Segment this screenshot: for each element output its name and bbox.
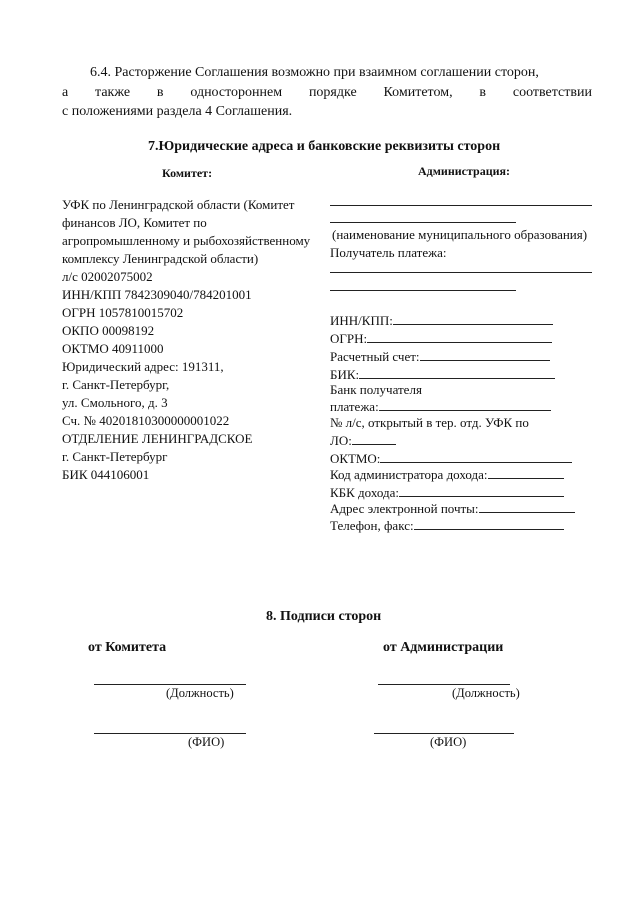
position-line-left bbox=[94, 684, 246, 685]
position-line-right bbox=[378, 684, 510, 685]
detail-line: УФК по Ленинградской области (Комитет bbox=[62, 197, 295, 212]
clause-word: порядке bbox=[308, 85, 357, 100]
clause-word: одностороннем bbox=[190, 85, 283, 100]
detail-line: ул. Смольного, д. 3 bbox=[62, 395, 168, 410]
field-admin-code bbox=[330, 466, 564, 484]
field-inn-kpp bbox=[330, 312, 553, 330]
field-phone bbox=[330, 517, 564, 535]
name-caption-left: (ФИО) bbox=[188, 735, 225, 749]
blank-line bbox=[330, 222, 516, 223]
field-email bbox=[330, 500, 575, 518]
detail-line: л/с 02002075002 bbox=[62, 269, 153, 284]
left-signatory-label: от Комитета bbox=[88, 640, 167, 655]
detail-line: Сч. № 40201810300000001022 bbox=[62, 413, 230, 428]
fill-line bbox=[393, 324, 553, 325]
clause-6-4-line2 bbox=[62, 84, 592, 102]
detail-line: комплексу Ленинградской области) bbox=[62, 251, 259, 266]
fill-line bbox=[352, 444, 396, 445]
name-caption-right: (ФИО) bbox=[430, 735, 467, 749]
detail-line: г. Санкт-Петербург, bbox=[62, 377, 170, 392]
fill-line bbox=[379, 410, 551, 411]
fill-line bbox=[359, 378, 555, 379]
fill-line bbox=[367, 342, 552, 343]
field-ls bbox=[330, 432, 396, 450]
detail-line: ОГРН 1057810015702 bbox=[62, 305, 184, 320]
detail-line: ИНН/КПП 7842309040/784201001 bbox=[62, 287, 252, 302]
section-7-title: 7.Юридические адреса и банковские реквизиты сторон bbox=[148, 139, 501, 154]
blank-line bbox=[330, 205, 592, 206]
position-caption-left: (Должность) bbox=[166, 686, 234, 700]
clause-6-4-line3: с положениями раздела 4 Соглашения. bbox=[62, 104, 293, 119]
name-line-right bbox=[374, 733, 514, 734]
right-signatory-label: от Администрации bbox=[383, 640, 504, 655]
recipient-label: Получатель платежа: bbox=[330, 245, 447, 260]
detail-line: ОКПО 00098192 bbox=[62, 323, 155, 338]
municipality-caption: (наименование муниципального образования) bbox=[332, 227, 588, 242]
field-label: Код администратора дохода: bbox=[330, 467, 488, 482]
field-label: ЛО: bbox=[330, 433, 352, 448]
field-label: Расчетный счет: bbox=[330, 349, 420, 364]
field-label: ОКТМО: bbox=[330, 451, 381, 466]
clause-word: в bbox=[479, 85, 487, 100]
detail-line: финансов ЛО, Комитет по bbox=[62, 215, 207, 230]
field-bank-line1: Банк получателя bbox=[330, 382, 422, 397]
position-caption-right: (Должность) bbox=[452, 686, 520, 700]
field-label: Адрес электронной почты: bbox=[330, 501, 479, 516]
detail-line: БИК 044106001 bbox=[62, 467, 150, 482]
fill-line bbox=[420, 360, 550, 361]
section-8-title: 8. Подписи сторон bbox=[266, 609, 382, 624]
fill-line bbox=[399, 496, 564, 497]
detail-line: ОКТМО 40911000 bbox=[62, 341, 164, 356]
right-party-header: Администрация: bbox=[418, 164, 511, 178]
left-party-header: Комитет: bbox=[162, 166, 213, 180]
field-ogrn bbox=[330, 330, 552, 348]
field-label: ОГРН: bbox=[330, 331, 368, 346]
clause-word: в bbox=[156, 85, 164, 100]
fill-line bbox=[479, 512, 575, 513]
field-label: КБК дохода: bbox=[330, 485, 399, 500]
field-account bbox=[330, 348, 550, 366]
clause-word: Комитетом, bbox=[383, 85, 453, 100]
detail-line: агропромышленному и рыбохозяйственному bbox=[62, 233, 311, 248]
field-label: ИНН/КПП: bbox=[330, 313, 393, 328]
detail-line: г. Санкт-Петербург bbox=[62, 449, 168, 464]
clause-6-4-line1: 6.4. Расторжение Соглашения возможно при взаимном соглашении сторон, bbox=[90, 65, 539, 80]
detail-line: ОТДЕЛЕНИЕ ЛЕНИНГРАДСКОЕ bbox=[62, 431, 253, 446]
detail-line: Юридический адрес: 191311, bbox=[62, 359, 224, 374]
blank-line bbox=[330, 272, 592, 273]
clause-word: а bbox=[62, 85, 69, 100]
field-label: платежа: bbox=[330, 399, 379, 414]
clause-word: также bbox=[95, 85, 131, 100]
clause-word: соответствии bbox=[512, 85, 592, 100]
fill-line bbox=[488, 478, 564, 479]
field-label: БИК: bbox=[330, 367, 360, 382]
fill-line bbox=[414, 529, 564, 530]
blank-line bbox=[330, 290, 516, 291]
committee-details bbox=[62, 196, 310, 484]
field-ls-line1: № л/с, открытый в тер. отд. УФК по bbox=[330, 415, 529, 430]
fill-line bbox=[380, 462, 572, 463]
name-line-left bbox=[94, 733, 246, 734]
field-label: Телефон, факс: bbox=[330, 518, 414, 533]
